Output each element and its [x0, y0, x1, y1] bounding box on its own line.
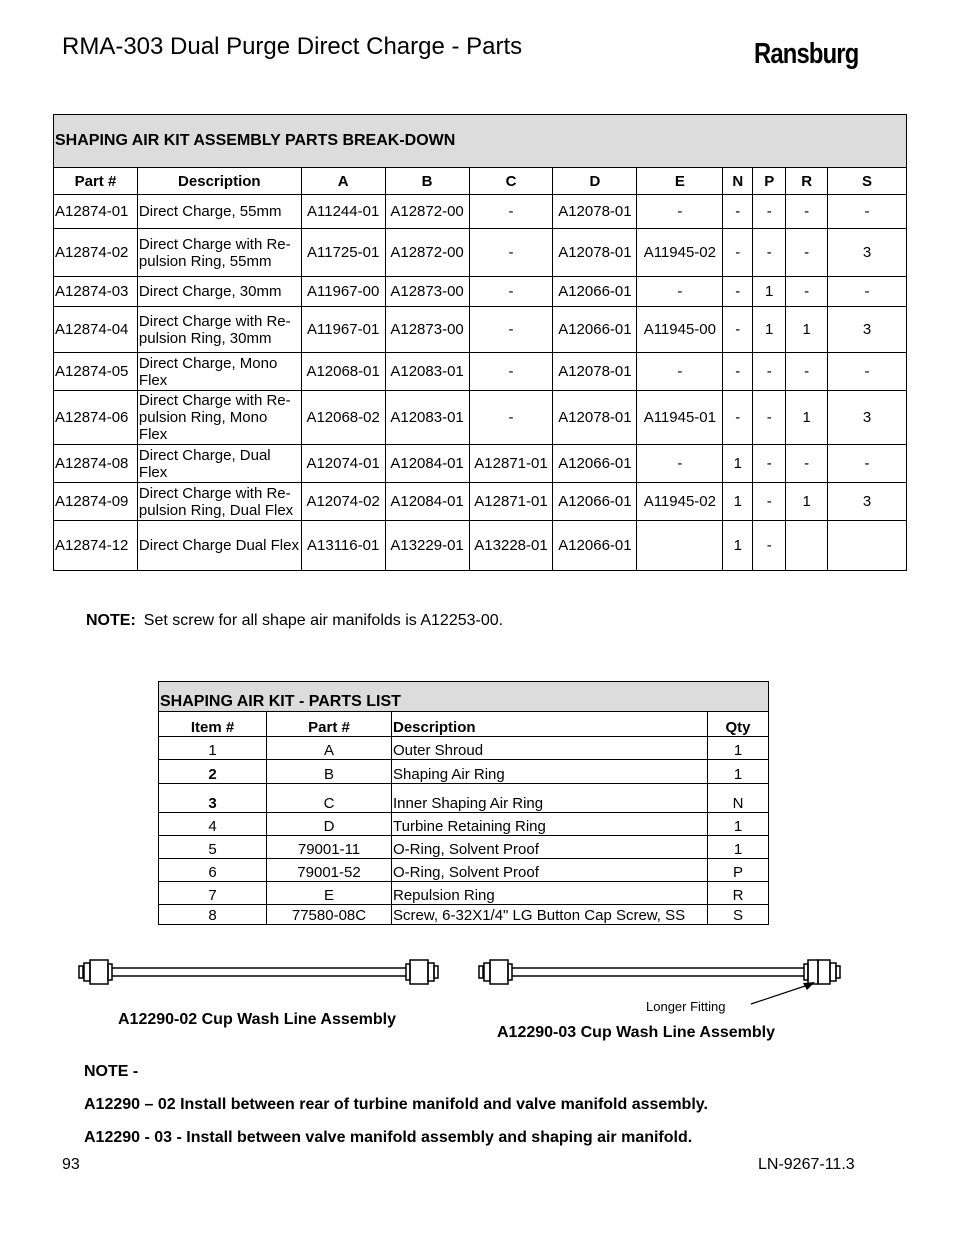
parts-table-caption: SHAPING AIR KIT - PARTS LIST — [159, 682, 769, 712]
table-cell: A11945-00 — [637, 307, 723, 353]
table-cell: A13116-01 — [301, 521, 385, 571]
table-row — [54, 353, 907, 391]
table-cell: A12874-09 — [54, 483, 138, 521]
table-cell: - — [828, 445, 907, 483]
table-cell: A — [267, 737, 392, 760]
table-cell: A12074-01 — [301, 445, 385, 483]
table-cell: - — [637, 353, 723, 391]
table-cell: 1 — [723, 521, 753, 571]
install-note-heading: NOTE - — [84, 1063, 139, 1080]
table-cell: 8 — [159, 905, 267, 925]
table-cell: A13228-01 — [469, 521, 553, 571]
kit-col-header: E — [637, 168, 723, 195]
table-cell: A12084-01 — [385, 483, 469, 521]
table-cell: A12874-06 — [54, 391, 138, 445]
kit-col-header: A — [301, 168, 385, 195]
table-cell: 79001-11 — [267, 836, 392, 859]
table-row — [159, 882, 769, 905]
table-cell: - — [723, 229, 753, 277]
table-cell: P — [708, 859, 769, 882]
table-cell: 1 — [723, 445, 753, 483]
table-cell: - — [753, 445, 786, 483]
table-row — [159, 836, 769, 859]
cup-wash-line-02-caption: A12290-02 Cup Wash Line Assembly — [118, 1011, 397, 1028]
table-cell: A12874-02 — [54, 229, 138, 277]
table-cell: A11244-01 — [301, 195, 385, 229]
table-cell: A12871-01 — [469, 445, 553, 483]
table-row — [54, 307, 907, 353]
table-cell: - — [469, 307, 553, 353]
table-cell: 6 — [159, 859, 267, 882]
table-cell: - — [469, 353, 553, 391]
note-label: NOTE: — [86, 612, 136, 629]
table-cell: E — [267, 882, 392, 905]
table-cell: D — [267, 813, 392, 836]
table-cell: - — [828, 195, 907, 229]
table-row — [54, 445, 907, 483]
kit-col-header: D — [553, 168, 637, 195]
table-cell: A12872-00 — [385, 195, 469, 229]
table-cell: 1 — [786, 391, 828, 445]
document-code: LN-9267-11.3 — [758, 1156, 855, 1173]
table-cell: A12066-01 — [553, 521, 637, 571]
table-cell: Inner Shaping Air Ring — [392, 784, 708, 813]
table-cell: - — [786, 195, 828, 229]
table-cell: A12078-01 — [553, 353, 637, 391]
table-cell: O-Ring, Solvent Proof — [392, 836, 708, 859]
table-cell: - — [723, 277, 753, 307]
table-cell: - — [469, 277, 553, 307]
table-cell: A12874-12 — [54, 521, 138, 571]
page-title: RMA-303 Dual Purge Direct Charge - Parts — [62, 33, 523, 60]
table-cell: 2 — [159, 760, 267, 784]
table-row — [159, 813, 769, 836]
table-cell: C — [267, 784, 392, 813]
parts-table-header — [159, 712, 769, 737]
table-row — [159, 859, 769, 882]
cup-wash-line-02-drawing — [76, 955, 442, 991]
table-cell: A12083-01 — [385, 391, 469, 445]
table-cell: - — [753, 483, 786, 521]
table-cell: A12871-01 — [469, 483, 553, 521]
table-cell: A12874-04 — [54, 307, 138, 353]
kit-col-header: N — [723, 168, 753, 195]
table-cell: A12066-01 — [553, 277, 637, 307]
parts-col-header: Part # — [267, 712, 392, 737]
table-row — [54, 195, 907, 229]
install-note-line-1: A12290 – 02 Install between rear of turbine manifold and valve manifold assembly. — [84, 1096, 708, 1113]
brand-logo: Ransburg — [754, 38, 859, 70]
table-cell — [637, 521, 723, 571]
table-cell: - — [828, 353, 907, 391]
table-cell: A11945-02 — [637, 483, 723, 521]
table-cell: Direct Charge with Re-pulsion Ring, Dual Flex — [137, 483, 301, 521]
table-cell: - — [753, 195, 786, 229]
table-cell: R — [708, 882, 769, 905]
table-cell: B — [267, 760, 392, 784]
table-cell: Direct Charge Dual Flex — [137, 521, 301, 571]
table-cell: Direct Charge with Re-pulsion Ring, Mono Flex — [137, 391, 301, 445]
table-cell: A11945-01 — [637, 391, 723, 445]
table-cell: - — [469, 229, 553, 277]
table-cell: 1 — [723, 483, 753, 521]
table-cell: A11725-01 — [301, 229, 385, 277]
table-row — [159, 905, 769, 925]
table-cell — [828, 521, 907, 571]
kit-col-header: C — [469, 168, 553, 195]
table-row — [54, 229, 907, 277]
table-cell: Direct Charge with Re-pulsion Ring, 55mm — [137, 229, 301, 277]
set-screw-note — [86, 612, 503, 630]
table-cell: - — [753, 521, 786, 571]
table-cell: 1 — [753, 307, 786, 353]
table-cell: A12873-00 — [385, 277, 469, 307]
callout-arrow — [745, 976, 821, 1008]
parts-col-header: Description — [392, 712, 708, 737]
table-cell: - — [723, 307, 753, 353]
table-cell: A12083-01 — [385, 353, 469, 391]
kit-col-header: S — [828, 168, 907, 195]
table-cell: A12066-01 — [553, 307, 637, 353]
table-cell: A12068-02 — [301, 391, 385, 445]
table-cell: - — [723, 353, 753, 391]
table-cell: S — [708, 905, 769, 925]
table-row — [54, 483, 907, 521]
note-text: Set screw for all shape air manifolds is A12253-00. — [143, 612, 504, 629]
table-row — [159, 737, 769, 760]
table-cell: 1 — [708, 836, 769, 859]
table-cell: - — [469, 195, 553, 229]
table-row — [54, 521, 907, 571]
kit-col-header: Description — [137, 168, 301, 195]
parts-col-header: Qty — [708, 712, 769, 737]
table-cell: 1 — [708, 760, 769, 784]
table-cell: Turbine Retaining Ring — [392, 813, 708, 836]
table-cell: 1 — [708, 813, 769, 836]
table-cell: Outer Shroud — [392, 737, 708, 760]
table-cell: Direct Charge, Mono Flex — [137, 353, 301, 391]
table-row — [54, 277, 907, 307]
page-number: 93 — [62, 1156, 80, 1173]
table-cell: A12068-01 — [301, 353, 385, 391]
table-cell: 3 — [828, 391, 907, 445]
table-cell: Repulsion Ring — [392, 882, 708, 905]
table-cell: A11945-02 — [637, 229, 723, 277]
table-cell: - — [637, 445, 723, 483]
table-cell: 5 — [159, 836, 267, 859]
table-cell: O-Ring, Solvent Proof — [392, 859, 708, 882]
table-cell: Shaping Air Ring — [392, 760, 708, 784]
longer-fitting-callout: Longer Fitting — [646, 999, 726, 1014]
table-cell: A12074-02 — [301, 483, 385, 521]
table-cell: - — [637, 277, 723, 307]
table-cell: - — [753, 229, 786, 277]
table-cell: A11967-00 — [301, 277, 385, 307]
table-cell: A12066-01 — [553, 483, 637, 521]
parts-list-table — [158, 681, 769, 925]
install-note-line-2: A12290 - 03 - Install between valve manifold assembly and shaping air manifold. — [84, 1129, 693, 1146]
table-cell: 3 — [828, 229, 907, 277]
kit-col-header: P — [753, 168, 786, 195]
table-cell: - — [753, 353, 786, 391]
table-cell: A12066-01 — [553, 445, 637, 483]
table-cell — [786, 521, 828, 571]
table-cell: Direct Charge, 55mm — [137, 195, 301, 229]
kit-col-header: R — [786, 168, 828, 195]
table-cell: - — [637, 195, 723, 229]
table-cell: A12874-08 — [54, 445, 138, 483]
parts-col-header: Item # — [159, 712, 267, 737]
kit-col-header: Part # — [54, 168, 138, 195]
kit-col-header: B — [385, 168, 469, 195]
table-cell: 7 — [159, 882, 267, 905]
table-cell: - — [723, 195, 753, 229]
table-cell: Screw, 6-32X1/4" LG Button Cap Screw, SS — [392, 905, 708, 925]
table-cell: 1 — [708, 737, 769, 760]
table-row — [159, 760, 769, 784]
table-cell: 1 — [786, 307, 828, 353]
table-cell: A12874-05 — [54, 353, 138, 391]
table-cell: A12084-01 — [385, 445, 469, 483]
table-cell: 3 — [828, 483, 907, 521]
table-cell: - — [723, 391, 753, 445]
table-row — [54, 391, 907, 445]
table-cell: 1 — [753, 277, 786, 307]
table-cell: A12078-01 — [553, 195, 637, 229]
table-cell: - — [786, 229, 828, 277]
table-cell: A12872-00 — [385, 229, 469, 277]
table-cell: 1 — [159, 737, 267, 760]
table-cell: A11967-01 — [301, 307, 385, 353]
table-cell: A13229-01 — [385, 521, 469, 571]
table-cell: - — [786, 277, 828, 307]
table-cell: A12874-03 — [54, 277, 138, 307]
table-cell: 77580-08C — [267, 905, 392, 925]
table-cell: N — [708, 784, 769, 813]
table-cell: 1 — [786, 483, 828, 521]
table-cell: - — [469, 391, 553, 445]
table-cell: A12874-01 — [54, 195, 138, 229]
table-row — [159, 784, 769, 813]
table-cell: - — [786, 353, 828, 391]
kit-table-header — [54, 168, 907, 195]
table-cell: - — [786, 445, 828, 483]
table-cell: A12873-00 — [385, 307, 469, 353]
table-cell: Direct Charge, 30mm — [137, 277, 301, 307]
table-cell: - — [753, 391, 786, 445]
table-cell: 3 — [828, 307, 907, 353]
table-cell: Direct Charge, Dual Flex — [137, 445, 301, 483]
kit-breakdown-table — [53, 114, 907, 571]
cup-wash-line-03-caption: A12290-03 Cup Wash Line Assembly — [497, 1024, 776, 1041]
table-cell: 4 — [159, 813, 267, 836]
table-cell: Direct Charge with Re-pulsion Ring, 30mm — [137, 307, 301, 353]
kit-table-caption: SHAPING AIR KIT ASSEMBLY PARTS BREAK-DOWN — [54, 115, 907, 168]
table-cell: A12078-01 — [553, 229, 637, 277]
table-cell: A12078-01 — [553, 391, 637, 445]
table-cell: 3 — [159, 784, 267, 813]
table-cell: 79001-52 — [267, 859, 392, 882]
table-cell: - — [828, 277, 907, 307]
